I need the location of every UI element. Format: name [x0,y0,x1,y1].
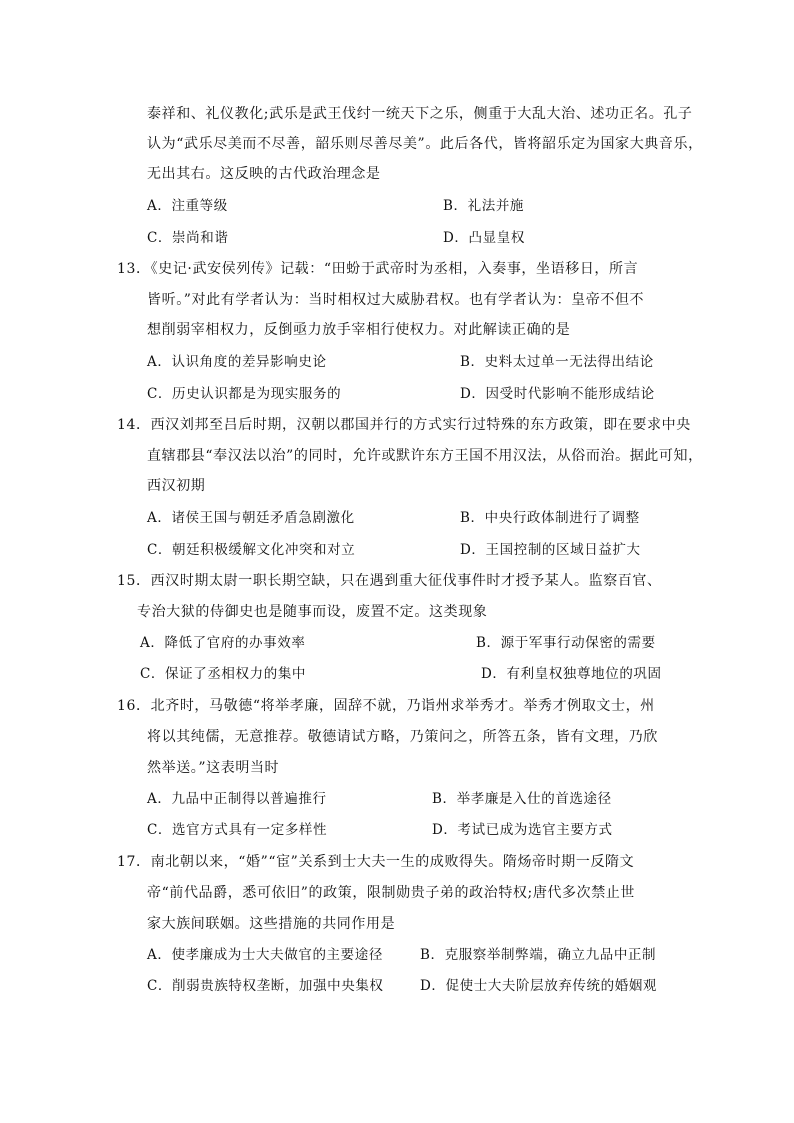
q12-option-d[interactable]: D．凸显皇权 [443,230,525,246]
q17-stem-line-1: 17．南北朝以来，“婚”“宦”关系到士大夫一生的成败得失。隋炀帝时期一反隋文 [117,854,635,870]
q14-option-b[interactable]: B．中央行政体制进行了调整 [460,510,640,526]
q17-stem-line-2: 帝“前代品爵，悉可依旧”的政策，限制勋贵子弟的政治特权;唐代多次禁止世 [147,885,636,901]
q14-stem-line-3: 西汉初期 [147,478,206,494]
q17-option-c[interactable]: C．削弱贵族特权垄断，加强中央集权 [147,978,384,994]
q15-option-d[interactable]: D．有利皇权独尊地位的巩固 [481,666,662,682]
q12-stem-line-3: 无出其右。这反映的古代政治理念是 [147,166,381,182]
q15-option-a[interactable]: A．降低了官府的办事效率 [140,635,306,651]
q17-stem-line-3: 家大族间联姻。这些措施的共同作用是 [147,916,396,932]
q15-option-b[interactable]: B．源于军事行动保密的需要 [476,635,656,651]
q15-stem-line-1: 15．西汉时期太尉一职长期空缺，只在遇到重大征伐事件时才授予某人。监察百官、 [117,573,662,589]
q12-option-a[interactable]: A．注重等级 [147,198,228,214]
q14-option-a[interactable]: A．诸侯王国与朝廷矛盾急剧激化 [147,510,355,526]
q12-stem-line-2: 认为“武乐尽美而不尽善，韶乐则尽善尽美”。此后各代，皆将韶乐定为国家大典音乐， [147,136,703,152]
q14-option-d[interactable]: D．王国控制的区域日益扩大 [460,542,641,558]
q15-stem-line-2: 专治大狱的侍御史也是随事而设，废置不定。这类现象 [137,604,488,620]
q12-stem-line-1: 泰祥和、礼仪教化;武乐是武王伐纣一统天下之乐，侧重于大乱大治、述功正名。孔子 [147,106,693,122]
q17-option-b[interactable]: B．克服察举制弊端，确立九品中正制 [420,947,657,963]
q17-option-d[interactable]: D．促使士大夫阶层放弃传统的婚姻观 [420,978,658,994]
q16-option-d[interactable]: D．考试已成为选官主要方式 [432,822,613,838]
q12-option-c[interactable]: C．崇尚和谐 [147,230,229,246]
q14-stem-line-1: 14．西汉刘邦至吕后时期，汉朝以郡国并行的方式实行过特殊的东方政策，即在要求中央 [117,417,691,433]
q14-stem-line-2: 直辖郡县“奉汉法以治”的同时，允许或默许东方王国不用汉法，从俗而治。据此可知， [147,448,703,464]
q13-stem-line-2: 皆听。”对此有学者认为：当时相权过大威胁君权。也有学者认为：皇帝不但不 [147,292,645,308]
q14-option-c[interactable]: C．朝廷积极缓解文化冲突和对立 [147,542,356,558]
q15-option-c[interactable]: C．保证了丞相权力的集中 [140,666,307,682]
q13-stem-line-1: 13．《史记·武安侯列传》记载：“田蚡于武帝时为丞相，入奏事，坐语移日，所言 [117,261,639,277]
q13-option-b[interactable]: B．史料太过单一无法得出结论 [460,354,654,370]
q16-option-b[interactable]: B．举孝廉是入仕的首选途径 [432,791,612,807]
q13-option-a[interactable]: A．认识角度的差异影响史论 [147,354,327,370]
q13-option-c[interactable]: C．历史认识都是为现实服务的 [147,386,342,402]
q16-option-a[interactable]: A．九品中正制得以普遍推行 [147,791,327,807]
q13-stem-line-3: 想削弱宰相权力，反倒亟力放手宰相行使权力。对此解读正确的是 [147,322,571,338]
q12-option-b[interactable]: B．礼法并施 [443,198,525,214]
q16-stem-line-3: 然举送。”这表明当时 [147,760,280,776]
q17-option-a[interactable]: A．使孝廉成为士大夫做官的主要途径 [147,947,383,963]
q16-stem-line-2: 将以其纯儒，无意推荐。敬德请试方略，乃策问之，所答五条，皆有文理，乃欣 [147,729,658,745]
q16-stem-line-1: 16．北齐时，马敬德“将举孝廉，固辞不就，乃诣州求举秀才。举秀才例取文士，州 [117,698,655,714]
q13-option-d[interactable]: D．因受时代影响不能形成结论 [460,386,655,402]
q16-option-c[interactable]: C．选官方式具有一定多样性 [147,822,328,838]
